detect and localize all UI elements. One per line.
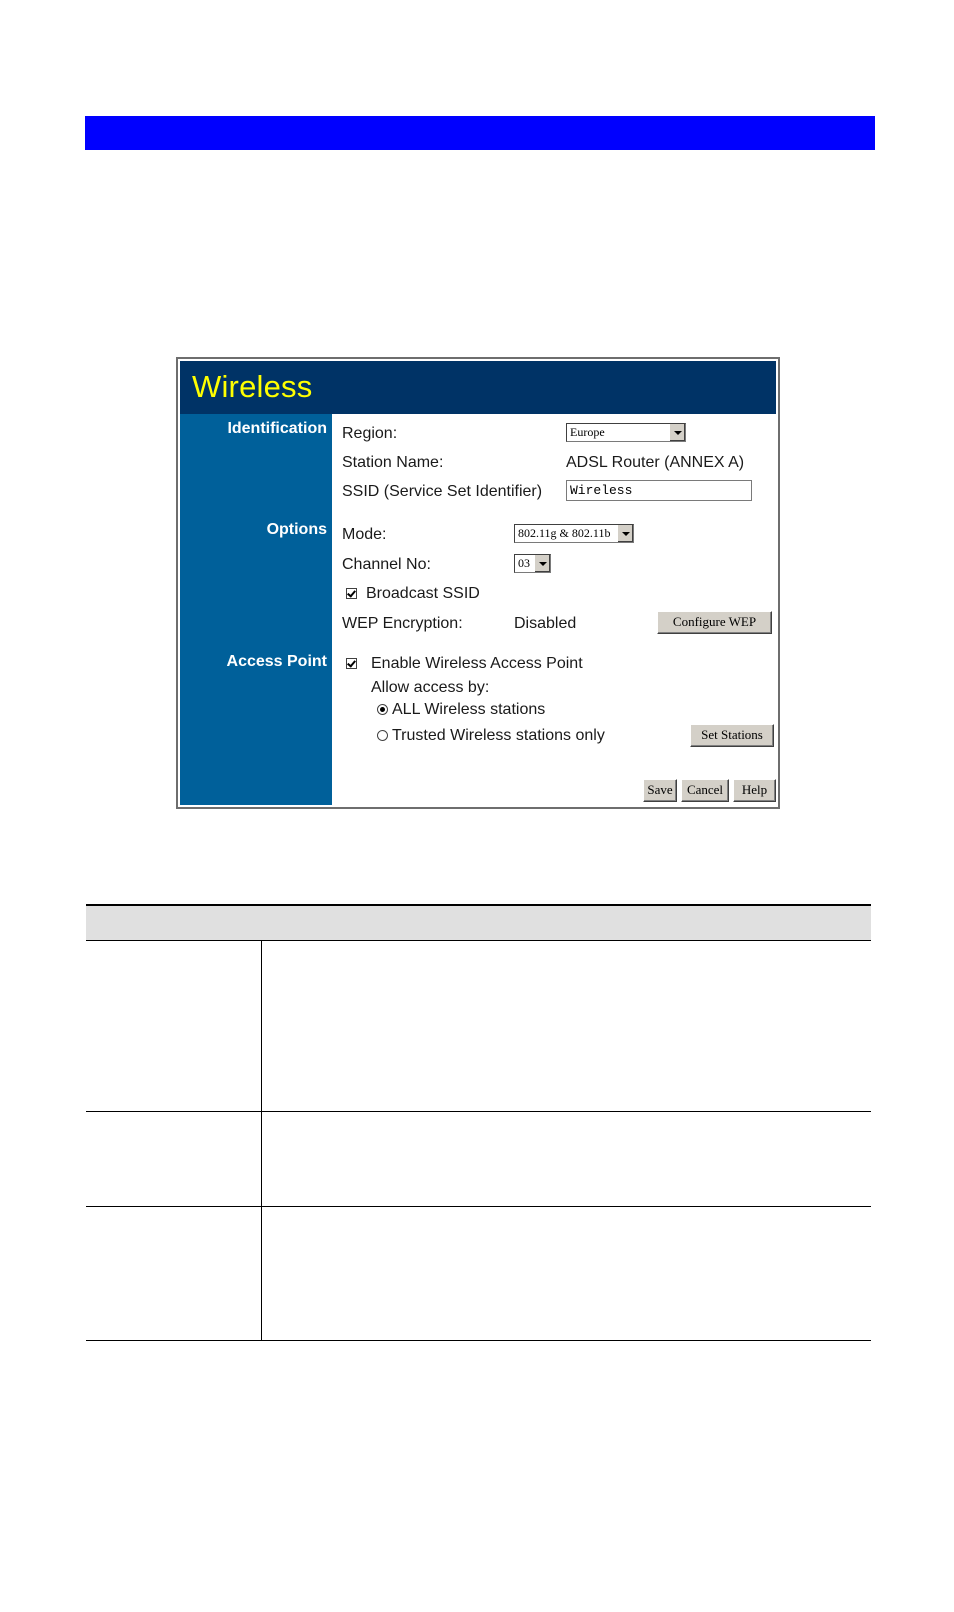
chevron-down-icon[interactable] xyxy=(617,525,633,542)
table-row-divider xyxy=(86,1206,871,1207)
wep-encryption-value: Disabled xyxy=(514,615,577,632)
cancel-button[interactable]: Cancel xyxy=(681,779,729,802)
channel-select[interactable] xyxy=(514,554,551,573)
section-label-identification: Identification xyxy=(227,420,327,437)
wireless-settings-panel xyxy=(176,357,780,809)
mode-select[interactable] xyxy=(514,524,634,543)
set-stations-button[interactable]: Set Stations xyxy=(690,724,774,747)
trusted-stations-radio[interactable] xyxy=(377,730,388,741)
chevron-down-icon[interactable] xyxy=(669,424,685,441)
section-label-options: Options xyxy=(266,521,327,538)
table-header xyxy=(86,904,871,941)
enable-access-point-label: Enable Wireless Access Point xyxy=(371,655,583,672)
panel-title: Wireless xyxy=(192,369,313,404)
section-sidebar xyxy=(180,414,332,805)
region-label: Region: xyxy=(342,425,398,442)
channel-label: Channel No: xyxy=(342,556,431,573)
wep-encryption-label: WEP Encryption: xyxy=(342,615,463,632)
help-button[interactable]: Help xyxy=(733,779,776,802)
panel-header xyxy=(180,361,776,414)
mode-select-value: 802.11g & 802.11b xyxy=(518,526,611,540)
description-table xyxy=(86,904,871,1341)
page-heading-bar xyxy=(85,116,875,150)
section-label-access-point: Access Point xyxy=(226,653,327,670)
table-bottom-border xyxy=(86,1340,871,1341)
enable-access-point-checkbox[interactable] xyxy=(346,658,357,669)
allow-access-label: Allow access by: xyxy=(371,679,490,696)
broadcast-ssid-checkbox[interactable] xyxy=(346,588,357,599)
station-name-value: ADSL Router (ANNEX A) xyxy=(566,454,745,471)
ssid-label: SSID (Service Set Identifier) xyxy=(342,483,543,500)
table-row-divider xyxy=(86,1111,871,1112)
station-name-label: Station Name: xyxy=(342,454,444,471)
region-select[interactable] xyxy=(566,423,686,442)
region-select-value: Europe xyxy=(570,425,605,439)
ssid-input[interactable]: Wireless xyxy=(566,480,752,501)
trusted-stations-label: Trusted Wireless stations only xyxy=(392,727,605,744)
table-column-divider xyxy=(261,941,262,1341)
chevron-down-icon[interactable] xyxy=(534,555,550,572)
broadcast-ssid-label: Broadcast SSID xyxy=(366,585,480,602)
channel-select-value: 03 xyxy=(518,556,530,570)
configure-wep-button[interactable]: Configure WEP xyxy=(657,611,772,634)
all-stations-label: ALL Wireless stations xyxy=(392,701,546,718)
save-button[interactable]: Save xyxy=(643,779,677,802)
mode-label: Mode: xyxy=(342,526,387,543)
all-stations-radio[interactable] xyxy=(377,704,388,715)
